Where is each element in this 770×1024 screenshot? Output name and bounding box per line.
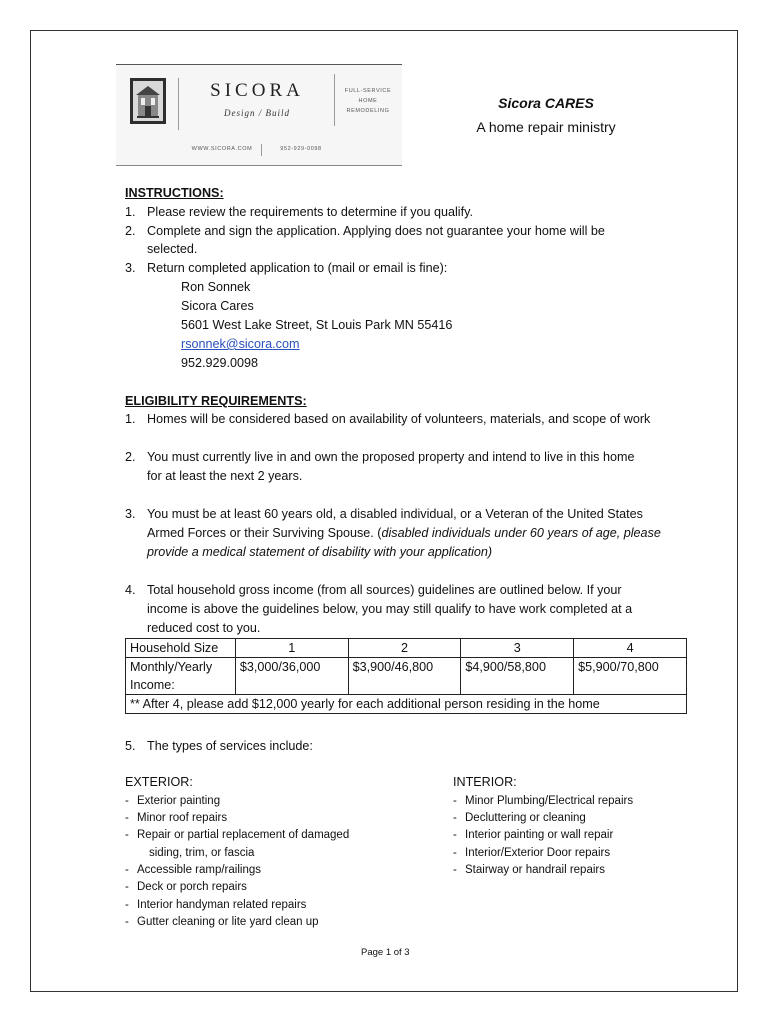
instructions-section	[125, 184, 715, 374]
contact-email-link[interactable]: rsonnek@sicora.com	[181, 337, 300, 351]
logo-rule	[116, 165, 402, 166]
table-row	[126, 695, 687, 714]
eligibility-item: Total household gross income (from all sources) guidelines are outlined below. If your	[147, 583, 622, 597]
page-number: Page 1 of 3	[361, 947, 410, 958]
list-item: - Stairway or handrail repairs	[453, 864, 605, 876]
instruction-item: Please review the requirements to determine if you qualify.	[147, 205, 473, 219]
eligibility-item: Homes will be considered based on availability of volunteers, materials, and scope of work	[147, 412, 651, 426]
eligibility-section	[125, 392, 725, 635]
table-cell: 1	[235, 639, 348, 658]
table-cell: $3,900/46,800	[348, 658, 461, 695]
exterior-services	[125, 773, 445, 933]
table-row	[126, 658, 687, 695]
logo-divider	[261, 144, 262, 156]
logo-divider	[178, 78, 179, 130]
services-intro: 5. The types of services include:	[125, 739, 313, 753]
contact-phone: 952.929.0098	[181, 356, 259, 370]
table-cell: $5,900/70,800	[574, 658, 687, 695]
document-title: Sicora CARES	[498, 95, 594, 111]
list-item: - Gutter cleaning or lite yard clean up	[125, 916, 319, 928]
instruction-item: Return completed application to (mail or email is fine):	[147, 261, 448, 275]
list-item: - Repair or partial replacement of damaged	[125, 829, 350, 841]
list-number: 1.	[125, 412, 136, 426]
logo-website: WWW.SICORA.COM	[191, 146, 253, 152]
list-item: - Accessible ramp/railings	[125, 864, 261, 876]
list-number: 2.	[125, 450, 136, 464]
logo-wordmark: SICORA	[210, 80, 304, 101]
income-table	[125, 638, 687, 714]
instruction-item-cont: selected.	[147, 242, 198, 256]
table-row	[126, 639, 687, 658]
eligibility-item: You must currently live in and own the proposed property and intend to live in this home	[147, 450, 635, 464]
table-cell: Household Size	[126, 639, 236, 658]
interior-services	[453, 773, 713, 893]
contact-org: Sicora Cares	[181, 299, 254, 313]
logo-phone: 952-929-0098	[280, 146, 322, 152]
list-item-cont: siding, trim, or fascia	[149, 847, 255, 859]
list-item: - Deck or porch repairs	[125, 881, 247, 893]
table-note: ** After 4, please add $12,000 yearly for each additional person residing in the home	[126, 695, 687, 714]
exterior-heading: EXTERIOR:	[125, 775, 193, 789]
logo-divider	[334, 74, 335, 126]
list-number: 1.	[125, 205, 136, 219]
contact-name: Ron Sonnek	[181, 280, 251, 294]
table-cell: $3,000/36,000	[235, 658, 348, 695]
list-number: 4.	[125, 583, 136, 597]
instruction-item: Complete and sign the application. Applying does not guarantee your home will be	[147, 224, 605, 238]
eligibility-item-cont: for at least the next 2 years.	[147, 469, 303, 483]
list-item: - Interior/Exterior Door repairs	[453, 847, 611, 859]
contact-address: 5601 West Lake Street, St Louis Park MN 55416	[181, 318, 453, 332]
list-number: 3.	[125, 507, 136, 521]
logo-tagline: FULL-SERVICE HOME REMODELING	[344, 88, 392, 114]
document-page	[30, 30, 738, 992]
list-item: - Interior handyman related repairs	[125, 899, 307, 911]
eligibility-item-cont: Armed Forces or their Surviving Spouse. (disabled individuals under 60 years of age, please	[147, 526, 661, 540]
table-cell: 4	[574, 639, 687, 658]
interior-heading: INTERIOR:	[453, 775, 517, 789]
document-subtitle: A home repair ministry	[476, 119, 616, 135]
list-item: - Decluttering or cleaning	[453, 812, 586, 824]
list-item: - Exterior painting	[125, 795, 221, 807]
eligibility-item: You must be at least 60 years old, a disabled individual, or a Veteran of the United States	[147, 507, 643, 521]
logo-subtitle: Design / Build	[224, 108, 290, 118]
list-item: - Minor Plumbing/Electrical repairs	[453, 795, 634, 807]
eligibility-item-cont: reduced cost to you.	[147, 621, 261, 635]
list-number: 3.	[125, 261, 136, 275]
table-cell: 3	[461, 639, 574, 658]
list-number: 2.	[125, 224, 136, 238]
logo-rule	[116, 64, 402, 65]
table-cell: 2	[348, 639, 461, 658]
list-item: - Interior painting or wall repair	[453, 829, 614, 841]
list-number: 5.	[125, 739, 136, 753]
table-cell: Monthly/Yearly Income:	[126, 658, 236, 695]
sicora-logo	[116, 64, 402, 166]
list-item: - Minor roof repairs	[125, 812, 228, 824]
house-emblem-icon	[130, 78, 166, 124]
eligibility-heading: ELIGIBILITY REQUIREMENTS:	[125, 394, 307, 408]
instructions-heading: INSTRUCTIONS:	[125, 186, 224, 200]
table-cell: $4,900/58,800	[461, 658, 574, 695]
eligibility-item-cont: income is above the guidelines below, you may still qualify to have work completed at a	[147, 602, 633, 616]
eligibility-item-cont: provide a medical statement of disability with your application)	[147, 545, 493, 559]
house-icon	[133, 81, 163, 121]
